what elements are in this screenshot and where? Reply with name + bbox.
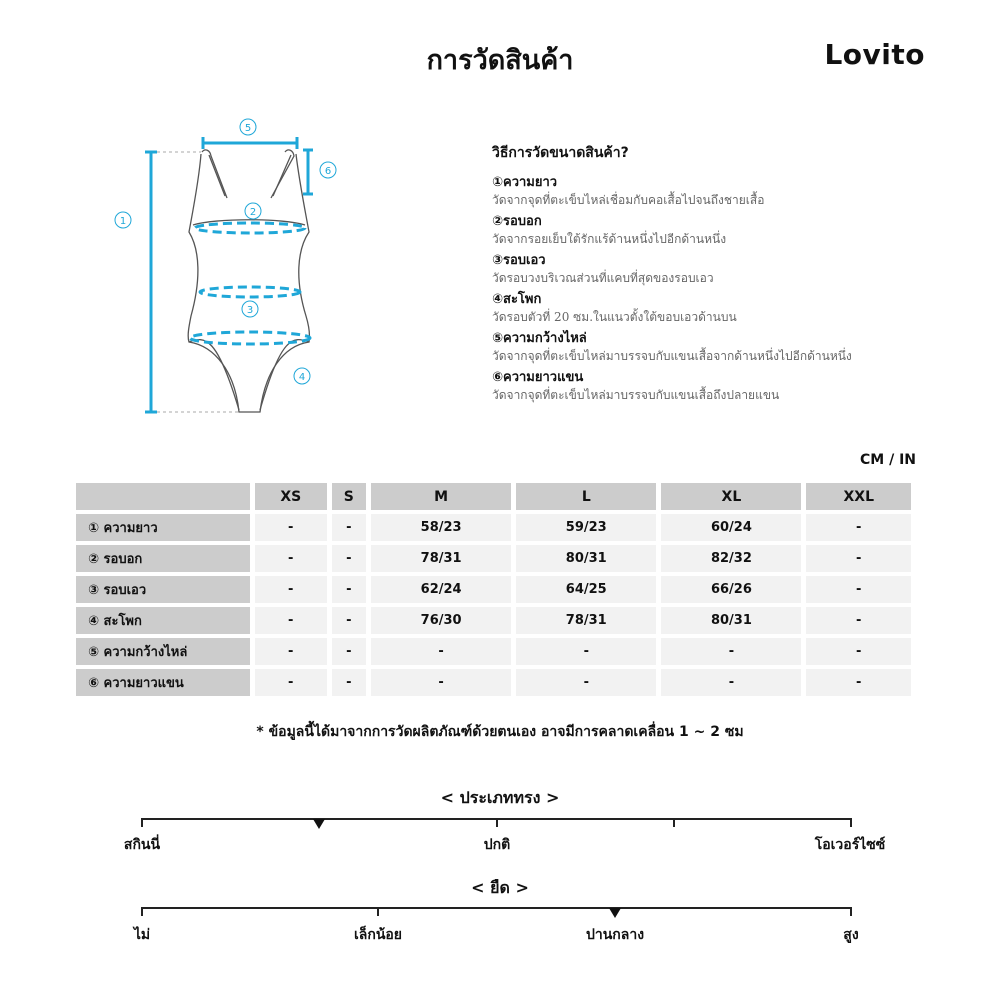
label-length: 1 bbox=[119, 216, 127, 227]
fit-scale-marker bbox=[313, 819, 325, 829]
col-header: XL bbox=[661, 483, 801, 510]
fit-label-regular: ปกติ bbox=[483, 837, 511, 853]
table-cell: - bbox=[806, 545, 911, 572]
page-title: การวัดสินค้า bbox=[426, 45, 574, 76]
table-cell: - bbox=[806, 576, 911, 603]
fit-scale-tick bbox=[673, 818, 675, 827]
table-cell: - bbox=[806, 514, 911, 541]
stretch-scale-line bbox=[141, 907, 852, 909]
table-cell: 60/24 bbox=[661, 514, 801, 541]
label-shoulder: 5 bbox=[244, 123, 252, 134]
col-header: L bbox=[516, 483, 656, 510]
measurement-diagram bbox=[105, 110, 365, 430]
table-corner bbox=[76, 483, 250, 510]
table-cell: 58/23 bbox=[371, 514, 511, 541]
table-cell: - bbox=[332, 545, 367, 572]
instruction-length: ①ความยาว วัดจากจุดที่ตะเข็บไหล่เชื่อมกับคอเสื้อไปจนถึงชายเสื้อ bbox=[492, 175, 765, 207]
fit-label-oversize: โอเวอร์ไซซ์ bbox=[814, 837, 886, 853]
table-cell: 64/25 bbox=[516, 576, 656, 603]
stretch-scale-marker bbox=[609, 908, 621, 918]
fit-scale-tick bbox=[141, 818, 143, 827]
stretch-scale-tick bbox=[141, 907, 143, 916]
fit-scale-tick bbox=[850, 818, 852, 827]
stretch-scale-tick bbox=[850, 907, 852, 916]
instruction-waist: ③รอบเอว วัดรอบวงบริเวณส่วนที่แคบที่สุดของรอบเอว bbox=[492, 253, 714, 285]
table-header-row bbox=[76, 483, 911, 510]
table-cell: - bbox=[661, 638, 801, 665]
size-table bbox=[71, 479, 916, 700]
table-cell: - bbox=[255, 514, 327, 541]
table-cell: - bbox=[332, 576, 367, 603]
measurement-note: * ข้อมูลนี้ได้มาจากการวัดผลิตภัณฑ์ด้วยตนเอง อาจมีการคลาดเคลื่อน 1 ~ 2 ซม bbox=[256, 724, 744, 740]
row-label: ① ความยาว bbox=[76, 514, 250, 541]
measurement-instructions bbox=[492, 142, 962, 408]
stretch-scale-tick bbox=[377, 907, 379, 916]
col-header: M bbox=[371, 483, 511, 510]
table-cell: - bbox=[806, 669, 911, 696]
table-cell: - bbox=[332, 638, 367, 665]
table-cell: - bbox=[332, 514, 367, 541]
stretch-scale-title: < ยืด > bbox=[471, 878, 529, 897]
row-label: ⑥ ความยาวแขน bbox=[76, 669, 250, 696]
table-row bbox=[76, 576, 911, 603]
table-cell: - bbox=[332, 607, 367, 634]
table-cell: - bbox=[371, 669, 511, 696]
row-label: ⑤ ความกว้างไหล่ bbox=[76, 638, 250, 665]
unit-label: CM / IN bbox=[860, 452, 916, 468]
table-cell: 80/31 bbox=[661, 607, 801, 634]
table-cell: 59/23 bbox=[516, 514, 656, 541]
stretch-label-medium: ปานกลาง bbox=[585, 927, 645, 943]
instruction-sleeve: ⑥ความยาวแขน วัดจากจุดที่ตะเข็บไหล่มาบรรจบกับแขนเสื้อถึงปลายแขน bbox=[492, 370, 780, 402]
fit-scale-title: < ประเภททรง > bbox=[440, 788, 560, 807]
table-cell: - bbox=[255, 638, 327, 665]
table-cell: - bbox=[661, 669, 801, 696]
label-bust: 2 bbox=[249, 207, 257, 218]
stretch-label-slight: เล็กน้อย bbox=[353, 927, 403, 943]
table-cell: - bbox=[255, 576, 327, 603]
table-row bbox=[76, 514, 911, 541]
brand-logo: Lovito bbox=[824, 38, 925, 71]
table-cell: - bbox=[516, 638, 656, 665]
table-cell: 78/31 bbox=[516, 607, 656, 634]
label-waist: 3 bbox=[246, 305, 254, 316]
table-cell: - bbox=[255, 669, 327, 696]
table-cell: - bbox=[516, 669, 656, 696]
fit-label-skinny: สกินนี่ bbox=[123, 837, 161, 853]
label-hip: 4 bbox=[298, 372, 306, 383]
instruction-shoulder: ⑤ความกว้างไหล่ วัดจากจุดที่ตะเข็บไหล่มาบรรจบกับแขนเสื้อจากด้านหนึ่งไปอีกด้านหนึ่ง bbox=[492, 331, 852, 363]
fit-scale-tick bbox=[496, 818, 498, 827]
table-cell: - bbox=[806, 638, 911, 665]
table-cell: 76/30 bbox=[371, 607, 511, 634]
instructions-heading: วิธีการวัดขนาดสินค้า? bbox=[492, 145, 629, 161]
table-row bbox=[76, 545, 911, 572]
table-row bbox=[76, 638, 911, 665]
stretch-label-high: สูง bbox=[843, 927, 859, 943]
table-cell: - bbox=[255, 545, 327, 572]
table-cell: - bbox=[806, 607, 911, 634]
instruction-bust: ②รอบอก วัดจากรอยเย็บใต้รักแร้ด้านหนึ่งไปอีกด้านหนึ่ง bbox=[492, 214, 727, 246]
table-row bbox=[76, 607, 911, 634]
col-header: XXL bbox=[806, 483, 911, 510]
instruction-hip: ④สะโพก วัดรอบตัวที่ 20 ซม.ในแนวตั้งใต้ขอบเอวด้านบน bbox=[492, 292, 737, 324]
table-cell: 78/31 bbox=[371, 545, 511, 572]
stretch-label-none: ไม่ bbox=[133, 927, 151, 943]
table-cell: 82/32 bbox=[661, 545, 801, 572]
col-header: S bbox=[332, 483, 367, 510]
table-cell: 66/26 bbox=[661, 576, 801, 603]
row-label: ② รอบอก bbox=[76, 545, 250, 572]
col-header: XS bbox=[255, 483, 327, 510]
table-cell: - bbox=[255, 607, 327, 634]
table-cell: 62/24 bbox=[371, 576, 511, 603]
row-label: ④ สะโพก bbox=[76, 607, 250, 634]
table-cell: - bbox=[332, 669, 367, 696]
row-label: ③ รอบเอว bbox=[76, 576, 250, 603]
table-cell: - bbox=[371, 638, 511, 665]
table-cell: 80/31 bbox=[516, 545, 656, 572]
label-sleeve: 6 bbox=[324, 166, 332, 177]
table-row bbox=[76, 669, 911, 696]
